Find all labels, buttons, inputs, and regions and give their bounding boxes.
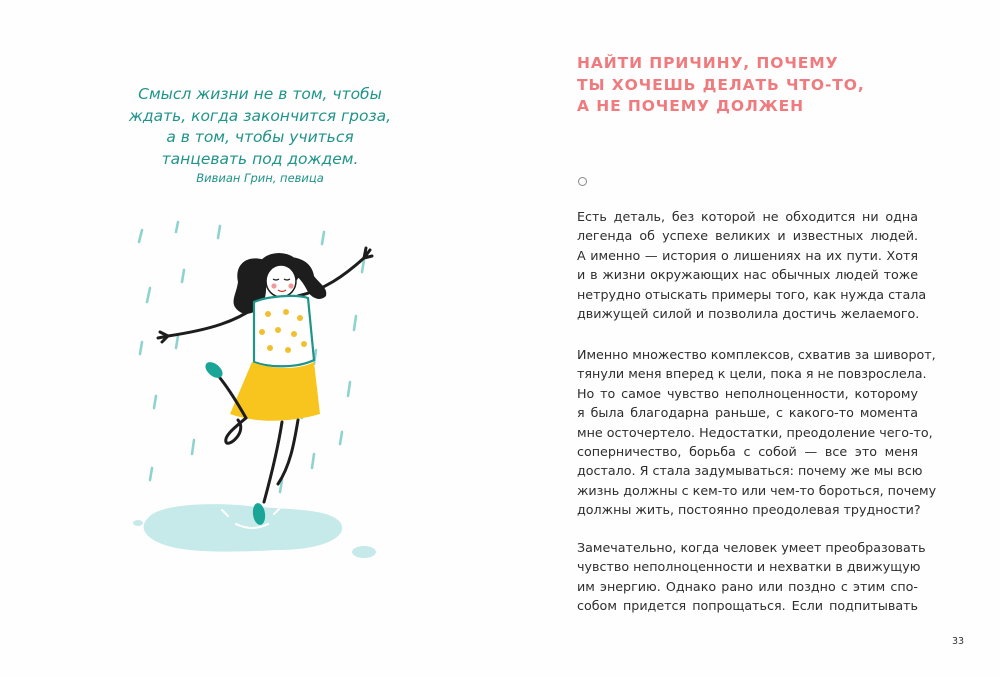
quote-line: Смысл жизни не в том, чтобы <box>138 85 382 103</box>
text-line: должны жить, постоянно преодолевая трудности? <box>577 502 921 518</box>
paragraph-2 <box>577 345 937 520</box>
quote-attribution: Вивиан Грин, певица <box>196 171 324 185</box>
text-line: им энергию. Однако рано или поздно с этим спо- <box>577 578 918 594</box>
quote-line: танцевать под дождем. <box>161 149 359 168</box>
heading-line: ТЫ ХОЧЕШЬ ДЕЛАТЬ ЧТО-ТО, <box>577 75 865 94</box>
text-line: и в жизни окружающих нас обычных людей тоже <box>577 267 918 283</box>
text-line: Но то самое чувство неполноценности, которому <box>577 385 918 401</box>
text-line: чувство неполноценности и нехватки в движущую <box>577 559 921 575</box>
text-line: соперничество, борьба с собой — все это меня <box>577 444 918 460</box>
text-line: тянули меня вперед к цели, пока я не повзрослела. <box>577 366 927 382</box>
quote-line: а в том, чтобы учиться <box>166 128 354 146</box>
right-page <box>500 0 1000 677</box>
text-line: собом придется попрощаться. Если подпитывать <box>577 598 918 614</box>
page-number: 33 <box>952 636 965 647</box>
text-line: Именно множество комплексов, схватив за шиворот, <box>577 347 936 362</box>
text-line: нетрудно отыскать примеры того, как нужда стала <box>577 286 927 302</box>
epigraph-quote <box>110 84 410 170</box>
text-line: мне осточертело. Недостатки, преодоление чего-то, <box>577 424 933 440</box>
text-line: жизнь должны с кем-то или чем-то бороться, почему <box>577 482 937 498</box>
paragraph-3 <box>577 538 926 616</box>
face <box>266 265 296 297</box>
text-line: движущей силой и позволила достичь желаемого. <box>577 306 920 322</box>
dancing-girl-in-rain-illustration <box>128 218 388 578</box>
quote-line: ждать, когда закончится гроза, <box>128 106 392 125</box>
text-line: Замечательно, когда человек умеет преобразовать <box>577 540 926 555</box>
text-line: я была благодарна раньше, с какого-то момента <box>577 405 918 421</box>
paragraph-1 <box>577 207 927 323</box>
text-line: А именно — история о лишениях на их пути. Хотя <box>577 247 918 263</box>
text-line: Есть деталь, без которой не обходится ни одна <box>577 209 918 224</box>
circle-bullet-icon <box>578 177 587 186</box>
text-line: достало. Я стала задумываться: почему же мы всю <box>577 463 923 479</box>
heading-line: А НЕ ПОЧЕМУ ДОЛЖЕН <box>577 97 804 115</box>
text-line: легенда об успехе великих и известных людей. <box>577 228 918 244</box>
heading-line: НАЙТИ ПРИЧИНУ, ПОЧЕМУ <box>577 54 839 72</box>
chapter-heading <box>577 53 957 118</box>
